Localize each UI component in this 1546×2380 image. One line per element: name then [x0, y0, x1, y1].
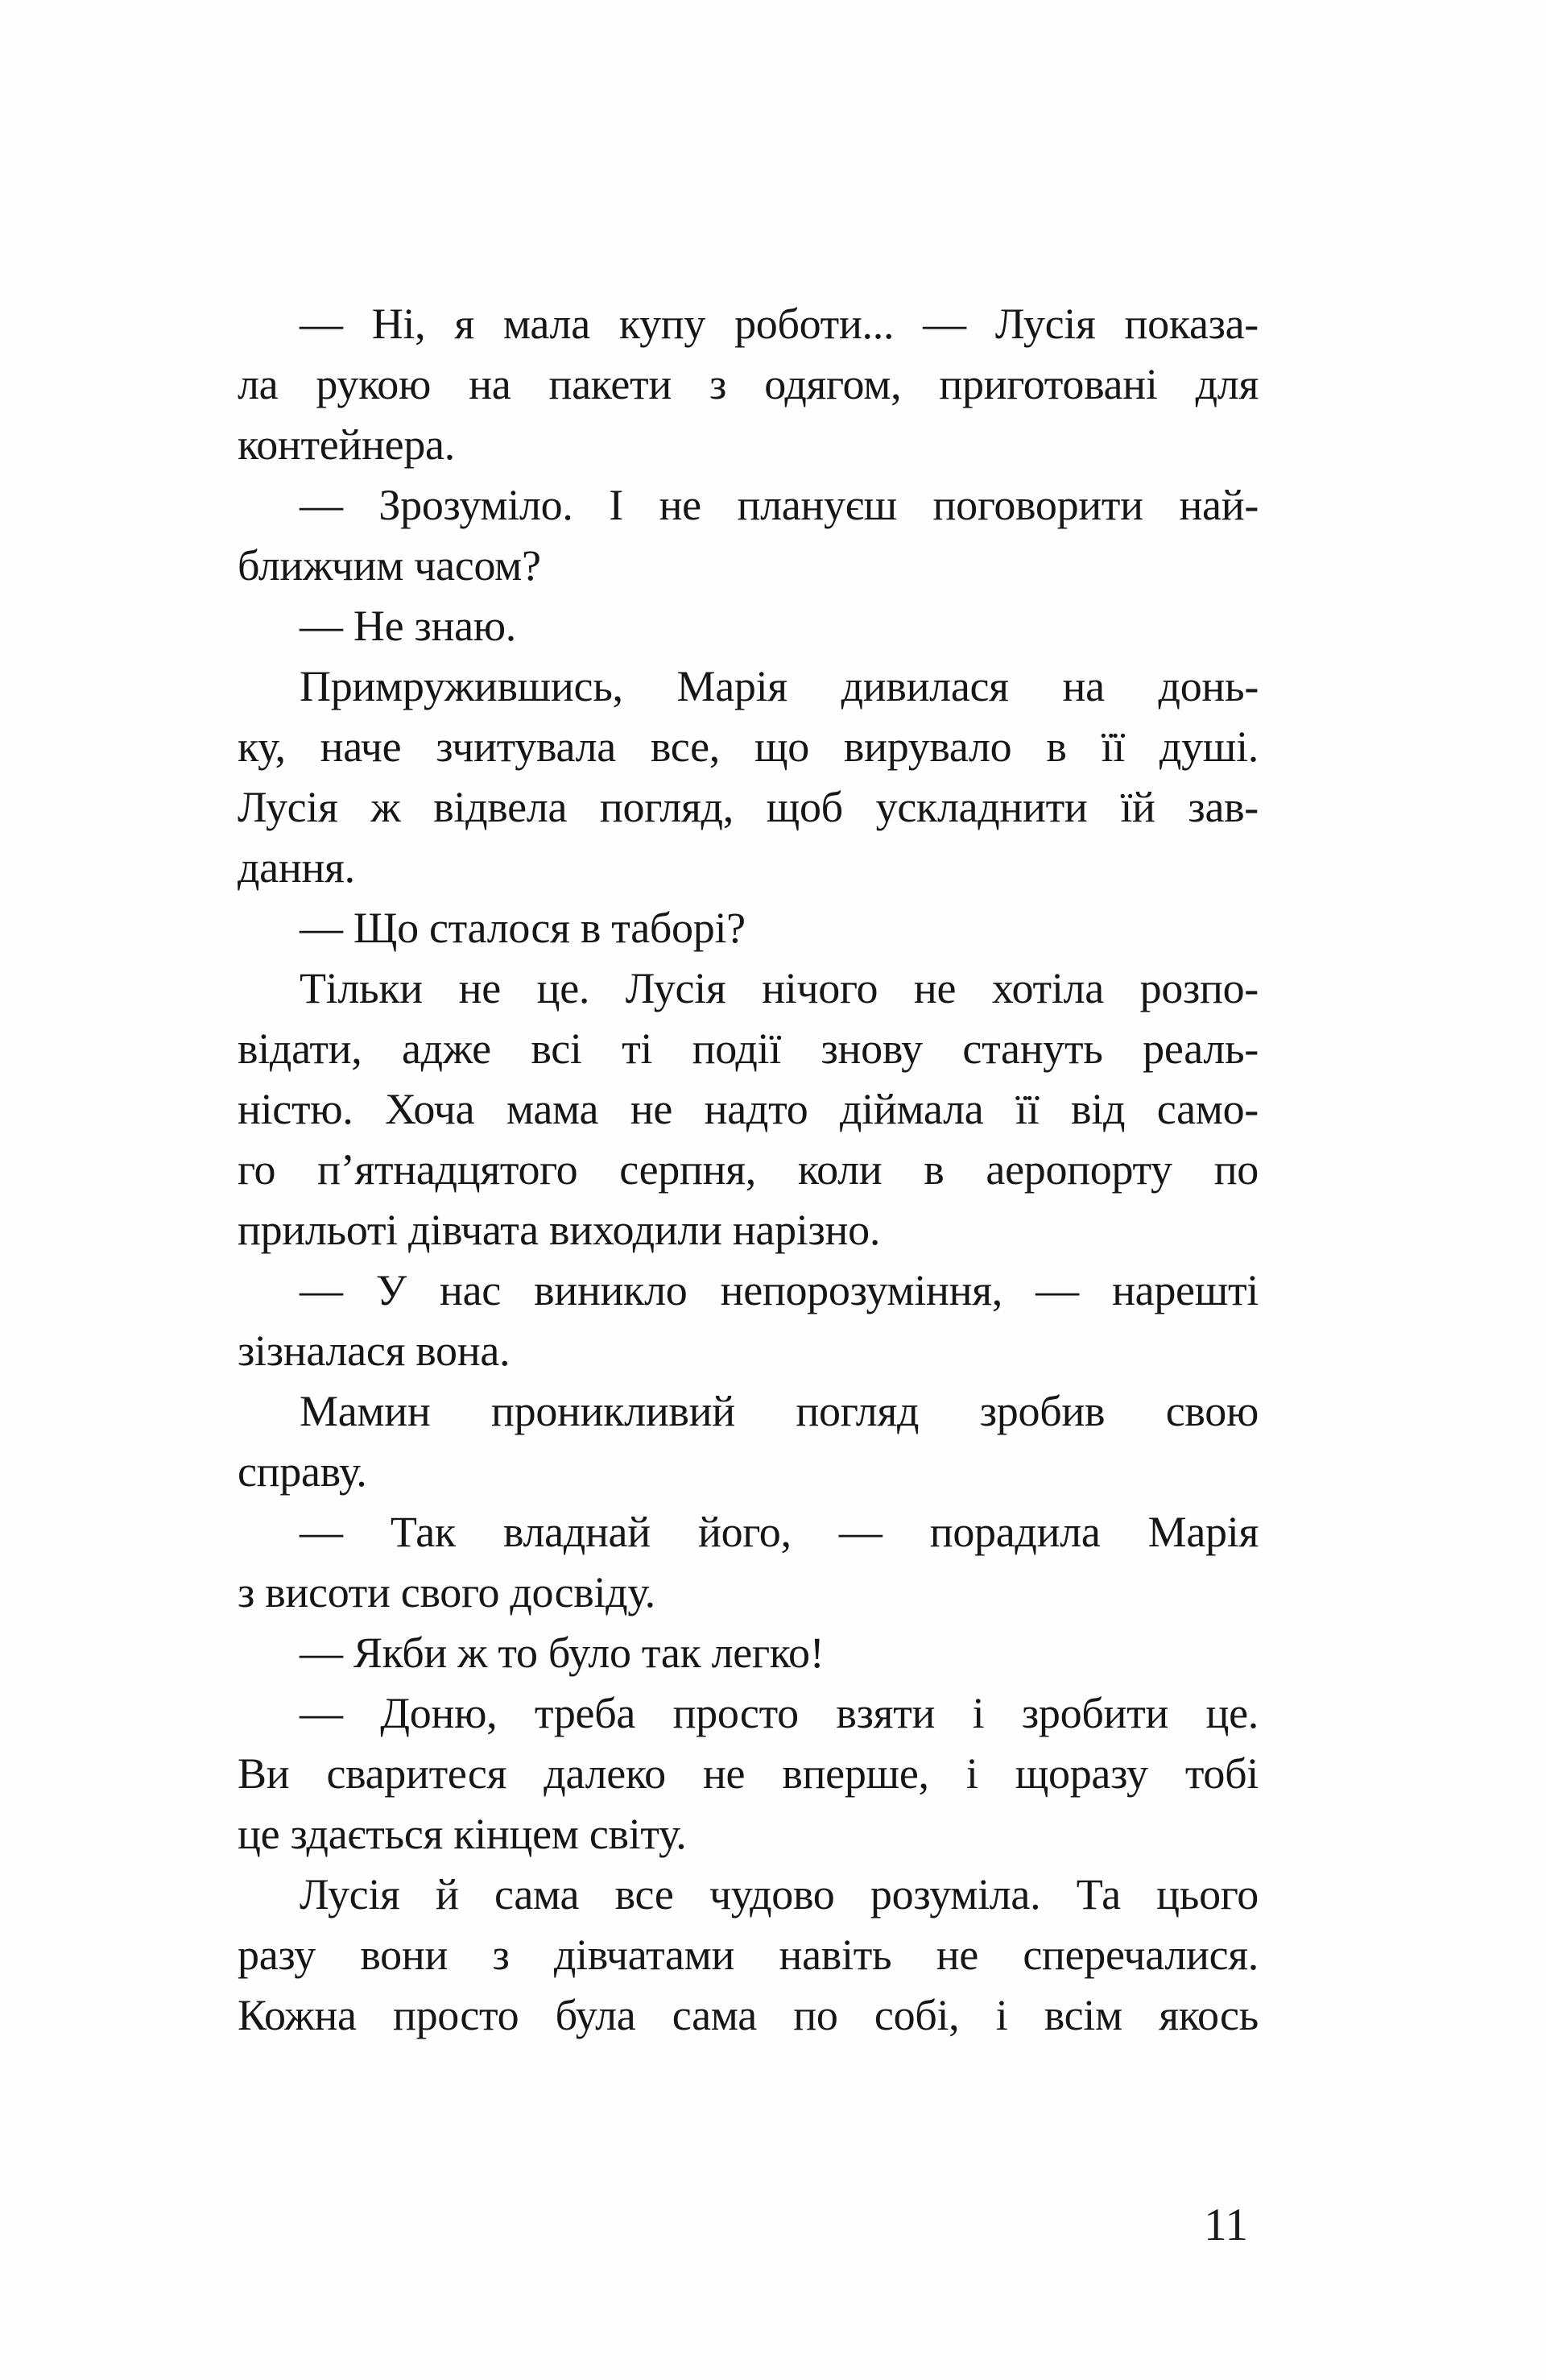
- text-line: Мамин проникливий погляд зробив свою: [300, 1387, 1259, 1435]
- text-line: — Зрозуміло. І не плануєш поговорити най-: [300, 481, 1259, 529]
- text-line: Примружившись, Марія дивилася на донь-: [300, 662, 1259, 710]
- paragraph: [238, 475, 1259, 596]
- paragraph: [238, 1865, 1259, 2046]
- text-line: відати, адже всі ті події знову стануть реаль-: [238, 1024, 1259, 1073]
- text-line: — Ні, я мала купу роботи... — Лусія показа-: [300, 300, 1259, 348]
- text-line: — Так владнай його, — порадила Марія: [300, 1508, 1259, 1556]
- text-line: справу.: [238, 1447, 367, 1496]
- paragraph: [238, 898, 1259, 958]
- page-number: 11: [1204, 2200, 1248, 2250]
- text-line: — У нас виникло непорозуміння, — нарешті: [300, 1266, 1259, 1314]
- text-line: ближчим часом?: [238, 541, 541, 590]
- paragraph: [238, 1381, 1259, 1502]
- text-line: ку, наче зчитувала все, що вирувало в її душі.: [238, 722, 1259, 771]
- paragraph: [238, 958, 1259, 1260]
- paragraph: [238, 1502, 1259, 1623]
- text-line: Лусія ж відвела погляд, щоб ускладнити їй зав-: [238, 783, 1259, 831]
- text-line: Ви сваритеся далеко не вперше, і щоразу тобі: [238, 1749, 1259, 1798]
- paragraph: [238, 596, 1259, 656]
- text-line: Тільки не це. Лусія нічого не хотіла розпо-: [300, 964, 1259, 1012]
- text-line: — Що сталося в таборі?: [300, 904, 746, 952]
- text-line: дання.: [238, 843, 355, 892]
- text-line: — Доню, треба просто взяти і зробити це.: [300, 1689, 1259, 1737]
- text-line: Лусія й сама все чудово розуміла. Та цього: [300, 1870, 1259, 1918]
- text-line: — Якби ж то було так легко!: [300, 1629, 825, 1677]
- text-line: ла рукою на пакети з одягом, приготовані для: [238, 360, 1259, 408]
- text-line: зізналася вона.: [238, 1327, 511, 1375]
- text-line: це здається кінцем світу.: [238, 1810, 687, 1858]
- text-line: прильоті дівчата виходили нарізно.: [238, 1206, 881, 1254]
- text-line: разу вони з дівчатами навіть не сперечалися.: [238, 1931, 1259, 1979]
- page-text: [238, 294, 1259, 2046]
- paragraph: [238, 294, 1259, 475]
- paragraph: [238, 656, 1259, 898]
- text-line: контейнера.: [238, 420, 455, 469]
- text-line: го п’ятнадцятого серпня, коли в аеропорту по: [238, 1145, 1259, 1194]
- text-line: з висоти свого досвіду.: [238, 1568, 655, 1616]
- text-line: — Не знаю.: [300, 602, 517, 650]
- paragraph: [238, 1260, 1259, 1381]
- paragraph: [238, 1683, 1259, 1865]
- text-line: ністю. Хоча мама не надто діймала її від само-: [238, 1085, 1259, 1133]
- text-line: Кожна просто була сама по собі, і всім якось: [238, 1991, 1259, 2039]
- paragraph: [238, 1623, 1259, 1683]
